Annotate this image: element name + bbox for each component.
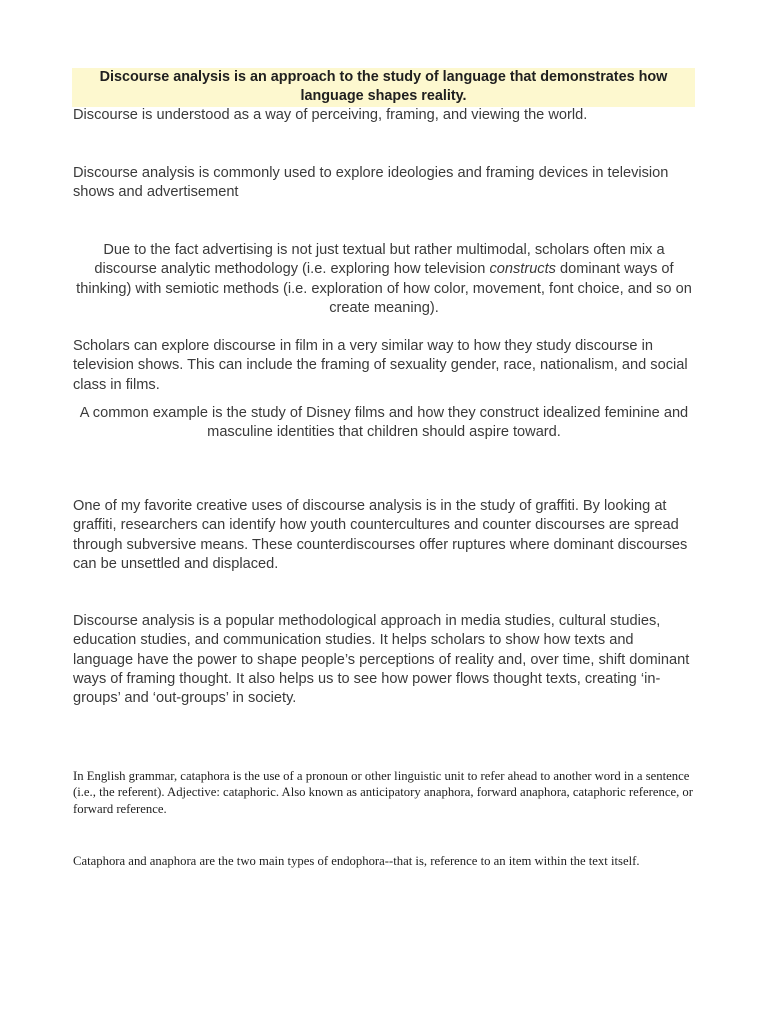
paragraph-ideologies: Discourse analysis is commonly used to explore ideologies and framing devices in television shows and advertisement xyxy=(73,165,669,201)
paragraph-discourse-definition: Discourse is understood as a way of perceiving, framing, and viewing the world. xyxy=(73,107,588,123)
paragraph-film: Scholars can explore discourse in film in a very similar way to how they study discourse in television shows. This can include the framing of sexuality gender, race, nationalism, and social class in films. xyxy=(73,338,688,393)
paragraph-graffiti: One of my favorite creative uses of discourse analysis is in the study of graffiti. By looking at graffiti, researchers can identify how youth countercultures and counter discourses are spread through subversive means. These counterdiscourses offer ruptures where dominant discourses can be unsettled and displaced. xyxy=(73,498,688,572)
paragraph-cataphora: In English grammar, cataphora is the use of a pronoun or other linguistic unit to refer ahead to another word in a sentence (i.e., the referent). Adjective: cataphoric. Also known as anticipatory anaphora, forward anaphora, cataphoric reference, or forward reference. xyxy=(73,769,693,816)
paragraph-disney: A common example is the study of Disney films and how they construct idealized feminine and masculine identities that children should aspire toward. xyxy=(79,405,689,441)
paragraph-multimodal xyxy=(73,241,695,318)
paragraph-multimodal-emphasis: constructs xyxy=(489,261,556,278)
page-title: Discourse analysis is an approach to the study of language that demonstrates how language shapes reality. xyxy=(72,68,695,107)
paragraph-multimodal-part2: dominant ways of thinking) with semiotic methods (i.e. exploration of how color, movement, font choice, and so on create meaning). xyxy=(76,261,692,316)
paragraph-endophora: Cataphora and anaphora are the two main types of endophora--that is, reference to an item within the text itself. xyxy=(73,854,640,868)
paragraph-methodology: Discourse analysis is a popular methodological approach in media studies, cultural studies, education studies, and communication studies. It helps scholars to show how texts and language have the power to shape people’s perceptions of reality and, over time, shift dominant ways of framing thought. It also helps us to see how power flows thought texts, creating ‘in-groups’ and ‘out-groups’ in society. xyxy=(73,613,690,707)
paragraph-multimodal-part1: Due to the fact advertising is not just textual but rather multimodal, scholars often mix a discourse analytic methodology (i.e. exploring how television xyxy=(94,242,665,278)
